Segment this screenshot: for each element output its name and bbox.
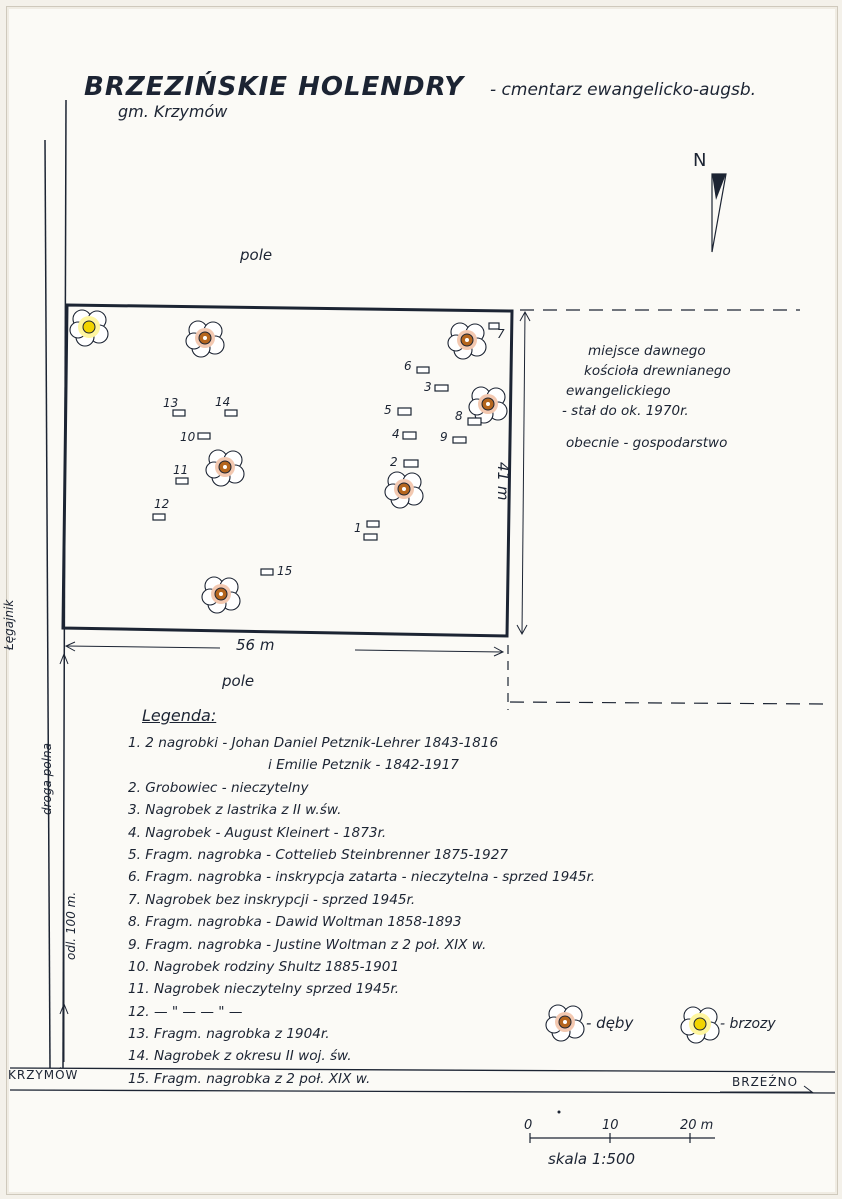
- church-note-line: ewangelickiego: [566, 383, 671, 399]
- oak-tree-1: [186, 321, 224, 357]
- oak-tree-4: [206, 450, 244, 486]
- legend-item: 9. Fragm. nagrobka - Justine Woltman z 2 poł. XIX w.: [128, 936, 487, 953]
- birch-tree: [70, 310, 108, 346]
- legend-item: 5. Fragm. nagrobka - Cottelieb Steinbrenner 1875-1927: [128, 846, 508, 863]
- legend-item: 12. — " — — " —: [128, 1003, 243, 1020]
- grave-14: [225, 410, 237, 416]
- legend-item: 8. Fragm. nagrobka - Dawid Woltman 1858-1893: [128, 914, 462, 931]
- grave-5: [398, 408, 411, 415]
- legend-title: Legenda:: [142, 706, 217, 725]
- map-subtitle: - cmentarz ewangelicko-augsb.: [490, 80, 757, 100]
- legend-item: 15. Fragm. nagrobka z 2 poł. XIX w.: [128, 1070, 371, 1087]
- grave-markers: [153, 323, 499, 575]
- grave-number: 5: [384, 403, 392, 417]
- grave-4: [403, 432, 416, 439]
- church-note-line: - stał do ok. 1970r.: [562, 403, 689, 419]
- cemetery-boundary: [63, 305, 512, 636]
- grave-number: 7: [497, 327, 505, 341]
- dim-41-line: [522, 312, 525, 634]
- grave-9: [453, 437, 466, 443]
- grave-number: 11: [173, 463, 189, 477]
- dim-56-line-left: [66, 646, 220, 648]
- grave-number: 6: [404, 359, 412, 373]
- grave-number: 13: [163, 396, 179, 410]
- grave-12: [153, 514, 165, 520]
- legend-birch-label: - brzozy: [720, 1016, 776, 1032]
- grave-15: [261, 569, 273, 575]
- oak-tree-6: [202, 577, 240, 613]
- field-label-top: pole: [240, 246, 273, 264]
- dimension-width: 56 m: [236, 636, 275, 654]
- gmina-label: gm. Krzymów: [118, 102, 228, 121]
- grave-number: 9: [440, 430, 448, 444]
- grave-number: 4: [392, 427, 400, 441]
- church-note-line: miejsce dawnego: [588, 343, 706, 359]
- legend-item: 3. Nagrobek z lastrika z II w.św.: [128, 802, 342, 819]
- field-label-bottom: pole: [222, 672, 255, 690]
- church-current-use: obecnie - gospodarstwo: [566, 435, 728, 451]
- dim-56-line-right: [355, 650, 503, 652]
- grave-number: 12: [154, 497, 170, 511]
- legend-item: 4. Nagrobek - August Kleinert - 1873r.: [128, 824, 387, 841]
- grave-1a: [367, 521, 379, 527]
- grave-number: 10: [180, 430, 196, 444]
- legend-item: 2. Grobowiec - nieczytelny: [128, 779, 309, 796]
- krzymow-label: KRZYMÓW: [8, 1068, 79, 1082]
- scale-label: skala 1:500: [548, 1150, 636, 1168]
- legend-item: 10. Nagrobek rodziny Shultz 1885-1901: [128, 958, 400, 975]
- legend-item: 7. Nagrobek bez inskrypcji - sprzed 1945r.: [128, 891, 416, 908]
- legend-item: 1. 2 nagrobki - Johan Daniel Petznik-Lehrer 1843-1816: [128, 735, 499, 751]
- scale-tick-label: 10: [602, 1118, 619, 1133]
- compass-label: N: [693, 150, 707, 171]
- grave-number: 15: [277, 564, 293, 578]
- grave-3: [435, 385, 448, 391]
- grave-number: 14: [215, 395, 231, 409]
- church-area-dash-bottom: [510, 702, 825, 704]
- grave-10: [198, 433, 210, 439]
- legend-item: 11. Nagrobek nieczytelny sprzed 1945r.: [128, 981, 400, 998]
- brzezno-label: BRZEŹNO: [732, 1075, 799, 1089]
- grave-2: [404, 460, 418, 467]
- road-label-dirt: droga polna: [40, 743, 54, 815]
- legend-birch-icon: [681, 1007, 719, 1043]
- scale-dot: [558, 1111, 561, 1114]
- grave-8: [468, 418, 481, 425]
- grave-number: 8: [455, 409, 463, 423]
- grave-1b: [364, 534, 377, 540]
- grave-number: 3: [424, 380, 432, 394]
- legend-item: 13. Fragm. nagrobka z 1904r.: [128, 1026, 330, 1043]
- scale-tick-label: 20 m: [680, 1118, 714, 1133]
- road-line-outer: [45, 140, 50, 1068]
- dimension-height: 41 m: [494, 462, 512, 501]
- grave-number: 2: [390, 455, 398, 469]
- distance-label: odl. 100 m.: [64, 891, 78, 960]
- grave-6: [417, 367, 429, 373]
- legend-list: [128, 732, 595, 1090]
- grave-13: [173, 410, 185, 416]
- grave-number: 1: [354, 521, 362, 535]
- map-title: BRZEZIŃSKIE HOLENDRY: [84, 72, 465, 102]
- scale-tick-label: 0: [524, 1118, 533, 1133]
- legend-oak-label: - dęby: [586, 1014, 634, 1032]
- church-note-line: kościoła drewnianego: [584, 363, 731, 379]
- oak-tree-5: [385, 472, 423, 508]
- road-label-left: Łęgajnik: [2, 599, 16, 650]
- oak-tree-2: [448, 323, 486, 359]
- church-note: [562, 343, 731, 451]
- bottom-road-bottom: [10, 1090, 835, 1093]
- grave-11: [176, 478, 188, 484]
- legend-item: 14. Nagrobek z okresu II woj. św.: [128, 1048, 352, 1065]
- legend-item: 6. Fragm. nagrobka - inskrypcja zatarta - nieczytelna - sprzed 1945r.: [128, 869, 596, 886]
- legend-item: i Emilie Petznik - 1842-1917: [268, 757, 459, 774]
